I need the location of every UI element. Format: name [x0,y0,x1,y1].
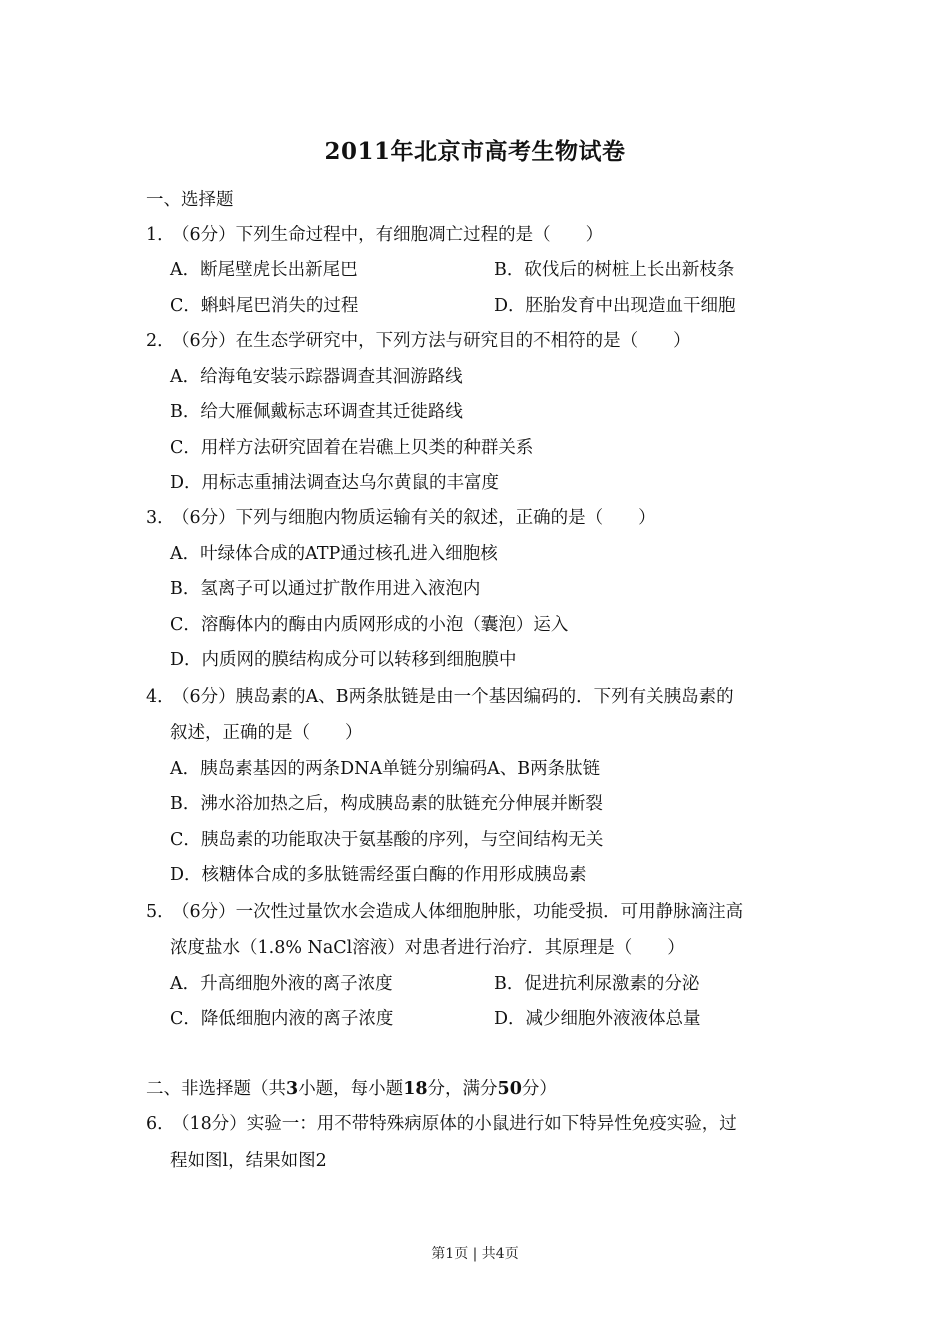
option-3c: C．溶酶体内的酶由内质网形成的小泡（囊泡）运入 [170,615,569,635]
option-3b: B．氢离子可以通过扩散作用进入液泡内 [170,579,481,599]
question-text: （18分）实验一：用不带特殊病原体的小鼠进行如下特异性免疫实验，过 [172,1114,737,1134]
question-6-continued: 程如图l，结果如图2 [170,1151,327,1171]
question-6 [146,1112,737,1136]
option-2c: C．用样方法研究固着在岩礁上贝类的种群关系 [170,438,534,458]
question-1 [146,223,603,247]
question-number: 3． [146,508,175,528]
option-2d: D．用标志重捕法调查达乌尔黄鼠的丰富度 [170,473,500,493]
section-heading-choice: 一、选择题 [146,190,234,210]
option-3d: D．内质网的膜结构成分可以转移到细胞膜中 [170,650,517,670]
section-heading-part: 分） [521,1079,557,1099]
page-title: 2011年北京市高考生物试卷 [324,138,626,165]
option-4a: A．胰岛素基因的两条DNA单链分别编码A、B两条肽链 [170,759,601,779]
question-text: （6分）一次性过量饮水会造成人体细胞肿胀，功能受损．可用静脉滴注高 [172,902,744,922]
option-5d: D．减少细胞外液液体总量 [494,1009,701,1029]
question-text: （6分）胰岛素的A、B两条肽链是由一个基因编码的．下列有关胰岛素的 [172,687,734,707]
section-heading-part: 二、非选择题（共 [146,1079,286,1099]
points-total: 50 [497,1079,522,1099]
option-5c: C．降低细胞内液的离子浓度 [170,1009,394,1029]
question-number: 1． [146,225,175,245]
section-heading-nonchoice [146,1077,557,1101]
option-1d: D．胚胎发育中出现造血干细胞 [494,296,736,316]
question-4 [146,685,734,709]
question-number: 5． [146,902,175,922]
question-count: 3 [286,1079,299,1099]
option-1c: C．蝌蚪尾巴消失的过程 [170,296,359,316]
question-5 [146,900,743,924]
option-5b: B．促进抗利尿激素的分泌 [494,974,700,994]
option-2b: B．给大雁佩戴标志环调查其迁徙路线 [170,402,463,422]
question-2 [146,329,691,353]
question-number: 2． [146,331,175,351]
section-heading-part: 小题，每小题 [298,1079,404,1099]
option-5a: A．升高细胞外液的离子浓度 [170,974,393,994]
question-text: （6分）下列与细胞内物质运输有关的叙述，正确的是（ ） [172,508,656,528]
option-2a: A．给海龟安装示踪器调查其洄游路线 [170,367,463,387]
question-4-continued: 叙述，正确的是（ ） [170,723,363,743]
option-4d: D．核糖体合成的多肽链需经蛋白酶的作用形成胰岛素 [170,865,587,885]
option-1a: A．断尾壁虎长出新尾巴 [170,260,358,280]
question-text: （6分）下列生命过程中，有细胞凋亡过程的是（ ） [172,225,604,245]
question-3 [146,506,656,530]
points-each: 18 [403,1079,428,1099]
option-1b: B．砍伐后的树桩上长出新枝条 [494,260,735,280]
question-text: （6分）在生态学研究中，下列方法与研究目的不相符的是（ ） [172,331,691,351]
question-5-continued: 浓度盐水（1.8% NaCl溶液）对患者进行治疗．其原理是（ ） [170,938,685,958]
option-3a: A．叶绿体合成的ATP通过核孔进入细胞核 [170,544,498,564]
section-heading-part: 分，满分 [427,1079,498,1099]
option-4c: C．胰岛素的功能取决于氨基酸的序列，与空间结构无关 [170,830,604,850]
question-number: 6． [146,1114,175,1134]
question-number: 4． [146,687,175,707]
option-4b: B．沸水浴加热之后，构成胰岛素的肽链充分伸展并断裂 [170,794,603,814]
page-footer: 第1页 | 共4页 [431,1246,519,1262]
